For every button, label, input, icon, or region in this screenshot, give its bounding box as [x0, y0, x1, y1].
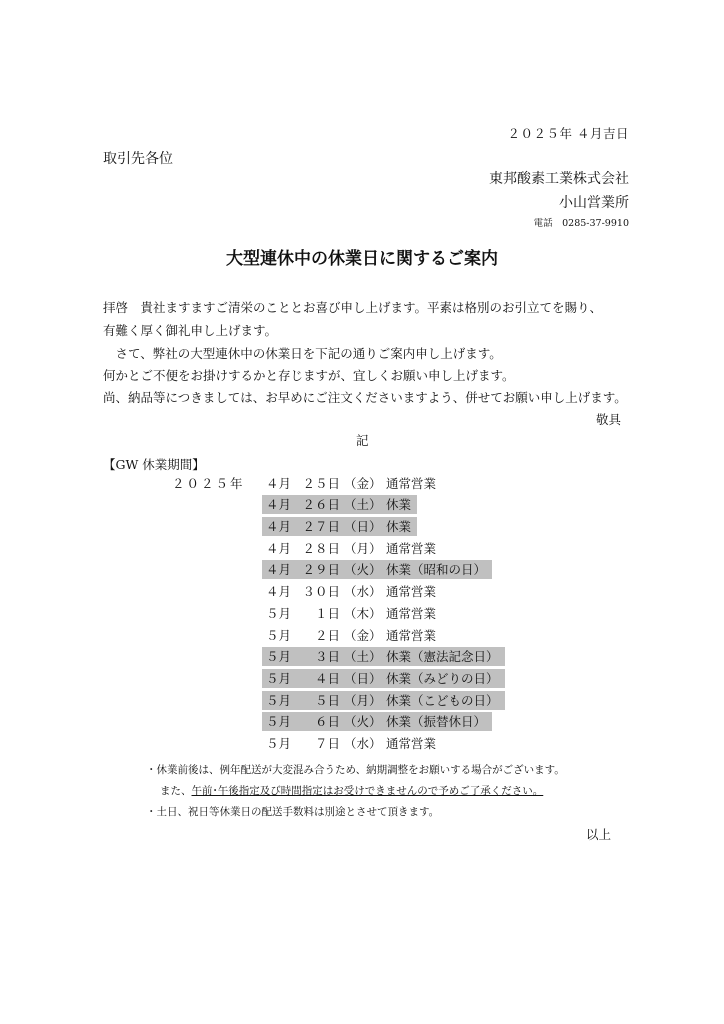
ki-heading: 記: [356, 433, 369, 448]
note2-prefix: また、: [160, 785, 192, 797]
row-status: 通常営業: [386, 628, 437, 643]
body-line-4: 何かとご不便をお掛けするかと存じますが、宜しくお願い申し上げます。: [103, 368, 515, 383]
schedule-year: ２０２５年: [172, 476, 245, 491]
body-line-3: さて、弊社の大型連休中の休業日を下記の通りご案内申し上げます。: [103, 346, 502, 361]
row-month: ５月: [266, 693, 292, 708]
phone-number: 0285-37-9910: [562, 218, 629, 229]
row-month: ４月: [266, 519, 292, 534]
row-status: 通常営業: [386, 476, 437, 491]
row-month: ４月: [266, 584, 292, 599]
row-weekday: （金）: [344, 628, 382, 643]
row-month: ５月: [266, 606, 292, 621]
schedule-row: [262, 691, 505, 710]
row-day: ４日: [314, 671, 340, 686]
row-status: 休業: [386, 519, 412, 534]
row-status: 休業（みどりの日）: [386, 671, 499, 686]
row-weekday: （土）: [344, 497, 382, 512]
phone-line: [534, 215, 629, 229]
office-name: 小山営業所: [559, 195, 629, 211]
row-day: ３日: [314, 649, 340, 664]
row-weekday: （月）: [344, 541, 382, 556]
body-line-5: 尚、納品等につきましては、お早めにご注文くださいますよう、併せてお願い申し上げます。: [103, 390, 627, 405]
row-weekday: （日）: [344, 519, 382, 534]
row-day: １日: [314, 606, 340, 621]
row-day: ３０日: [302, 584, 340, 599]
row-month: ５月: [266, 649, 292, 664]
row-day: ２８日: [302, 541, 340, 556]
row-status: 通常営業: [386, 606, 437, 621]
document-title: 大型連休中の休業日に関するご案内: [226, 249, 498, 269]
row-day: ２６日: [302, 497, 340, 512]
row-day: ２日: [314, 628, 340, 643]
row-weekday: （月）: [344, 693, 382, 708]
row-month: ４月: [266, 476, 292, 491]
row-weekday: （水）: [344, 584, 382, 599]
row-status: 休業（振替休日）: [386, 714, 487, 729]
row-status: 休業（こどもの日）: [386, 693, 499, 708]
row-month: ５月: [266, 714, 292, 729]
row-status: 通常営業: [386, 736, 437, 751]
note-delivery-congestion: ・休業前後は、例年配送が大変混み合うため、納期調整をお願いする場合がございます。: [146, 764, 565, 776]
period-heading: 【GW 休業期間】: [103, 457, 205, 472]
phone-label: 電話: [533, 218, 553, 229]
row-day: ２７日: [302, 519, 340, 534]
row-status: 通常営業: [386, 541, 437, 556]
row-status: 休業: [386, 497, 412, 512]
schedule-row: [262, 517, 417, 536]
note2-underlined: 午前･午後指定及び時間指定はお受けできませんので予めご了承ください。: [191, 785, 544, 797]
body-line-2: 有難く厚く御礼申し上げます。: [103, 323, 278, 338]
schedule-row: [262, 560, 492, 579]
schedule-row: [262, 495, 417, 514]
row-day: ５日: [314, 693, 340, 708]
company-name: 東邦酸素工業株式会社: [489, 171, 629, 187]
schedule-row: [262, 647, 505, 666]
row-month: ４月: [266, 562, 292, 577]
row-month: ４月: [266, 541, 292, 556]
row-day: ６日: [314, 714, 340, 729]
row-month: ５月: [266, 628, 292, 643]
row-weekday: （金）: [344, 476, 382, 491]
row-weekday: （水）: [344, 736, 382, 751]
row-day: ７日: [314, 736, 340, 751]
note-holiday-fee: ・土日、祝日等休業日の配送手数料は別途とさせて頂きます。: [146, 806, 440, 818]
issue-date: ２０２５年 ４月吉日: [507, 126, 629, 141]
row-month: ５月: [266, 671, 292, 686]
row-month: ４月: [266, 497, 292, 512]
row-weekday: （日）: [344, 671, 382, 686]
row-weekday: （火）: [344, 714, 382, 729]
schedule-row: [262, 712, 492, 731]
schedule-row: [262, 669, 505, 688]
row-weekday: （木）: [344, 606, 382, 621]
row-status: 休業（憲法記念日）: [386, 649, 499, 664]
row-weekday: （火）: [344, 562, 382, 577]
row-month: ５月: [266, 736, 292, 751]
closing-keigu: 敬具: [595, 412, 621, 427]
row-weekday: （土）: [344, 649, 382, 664]
row-status: 休業（昭和の日）: [386, 562, 487, 577]
row-day: ２５日: [302, 476, 340, 491]
closing-ijou: 以上: [585, 827, 611, 842]
note-time-designation: [160, 783, 543, 798]
row-day: ２９日: [302, 562, 340, 577]
recipient: 取引先各位: [103, 151, 173, 167]
body-line-1: 拝啓 貴社ますますご清栄のこととお喜び申し上げます。平素は格別のお引立てを賜り、: [103, 300, 603, 315]
row-status: 通常営業: [386, 584, 437, 599]
